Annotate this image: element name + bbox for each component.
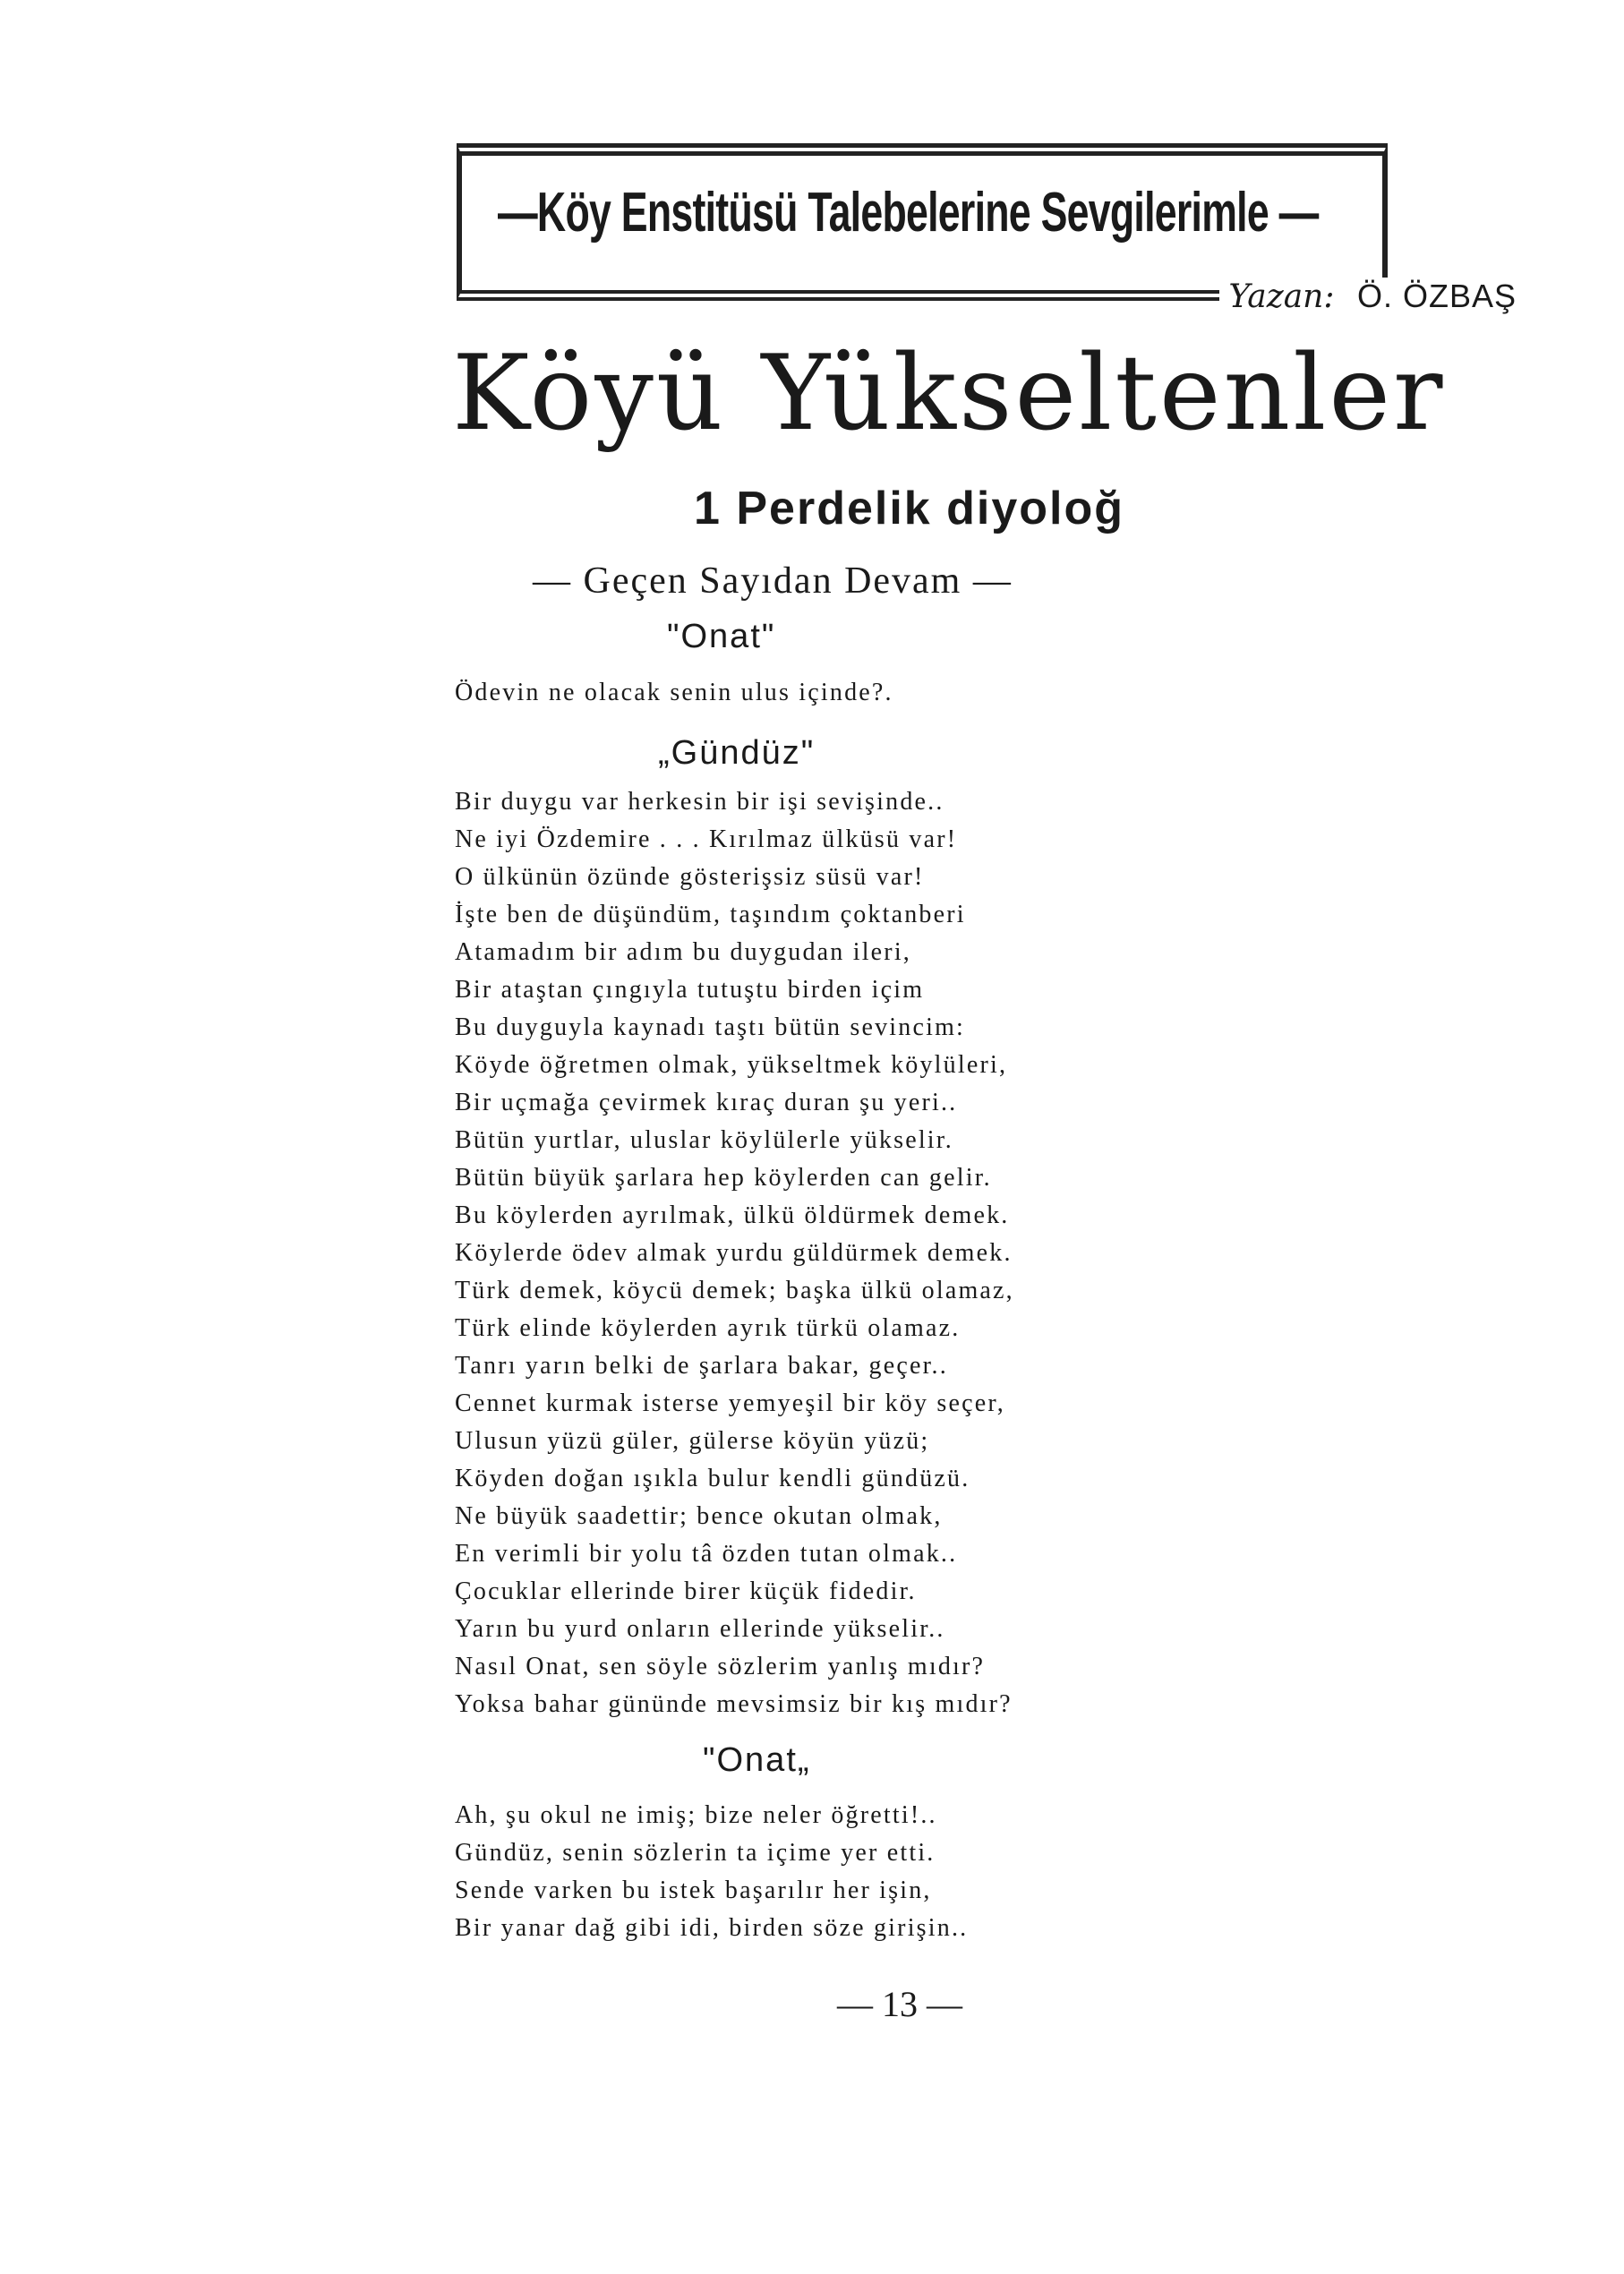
verse-line: Ulusun yüzü güler, gülerse köyün yüzü; [455,1427,930,1455]
continued-note: — Geçen Sayıdan Devam — [533,560,1013,602]
verse-line: Bu duyguyla kaynadı taştı bütün sevincim: [455,1013,966,1041]
verse-line: Bütün yurtlar, uluslar köylülerle yükselir. [455,1126,953,1154]
verse-line: Köylerde ödev almak yurdu güldürmek demek. [455,1239,1013,1267]
verse-line: Bu köylerden ayrılmak, ülkü öldürmek demek. [455,1201,1010,1229]
verse-line: Ah, şu okul ne imiş; bize neler öğretti!.. [455,1801,937,1829]
verse-line: Çocuklar ellerinde birer küçük fidedir. [455,1577,917,1605]
verse-line: Bütün büyük şarlara hep köylerden can gelir. [455,1164,992,1192]
verse-line: En verimli bir yolu tâ özden tutan olmak.. [455,1540,958,1568]
verse-line: Köyde öğretmen olmak, yükseltmek köylüleri, [455,1051,1008,1079]
verse-line: Yarın bu yurd onların ellerinde yükselir.. [455,1615,945,1643]
dedication-text: —Köy Enstitüsü Talebelerine Sevgilerimle — [498,182,1319,244]
verse-line: Cennet kurmak isterse yemyeşil bir köy seçer, [455,1389,1005,1417]
verse-line: Nasıl Onat, sen söyle sözlerim yanlış mıdır? [455,1653,986,1680]
verse-line: Bir yanar dağ gibi idi, birden söze girişin.. [455,1914,969,1942]
article-title: Köyü Yükseltenler [452,333,1446,454]
author-line [1219,278,1526,315]
verse-line: Bir uçmağa çevirmek kıraç duran şu yeri.. [455,1089,958,1116]
speaker-onat-1: "Onat" [667,618,776,655]
verse-line: Bir ataştan çıngıyla tutuştu birden içim [455,976,925,1004]
verse-line: Sende varken bu istek başarılır her işin, [455,1876,932,1904]
verse-line: Ne büyük saadettir; bence okutan olmak, [455,1502,943,1530]
verse-line: Gündüz, senin sözlerin ta içime yer etti. [455,1839,936,1867]
verse-line: Bir duygu var herkesin bir işi sevişinde.. [455,788,944,816]
author-label: Yazan: [1228,278,1335,315]
verse-line: İşte ben de düşündüm, taşındım çoktanberi [455,901,966,928]
onat-line-1: Ödevin ne olacak senin ulus içinde?. [455,679,893,706]
verse-line: Atamadım bir adım bu duygudan ileri, [455,938,912,966]
verse-line: Köyden doğan ışıkla bulur kendli gündüzü. [455,1465,970,1492]
verse-line: Yoksa bahar gününde mevsimsiz bir kış mıdır? [455,1690,1013,1718]
verse-line: Türk demek, köycü demek; başka ülkü olamaz, [455,1277,1014,1304]
speaker-gunduz: „Gündüz" [658,734,816,772]
verse-line: Tanrı yarın belki de şarlara bakar, geçer.. [455,1352,948,1380]
verse-line: Ne iyi Özdemire . . . Kırılmaz ülküsü var! [455,825,958,853]
page-number: — 13 — [837,1984,962,2024]
verse-line: Türk elinde köylerden ayrık türkü olamaz. [455,1314,961,1342]
verse-line: O ülkünün özünde gösterişsiz süsü var! [455,863,925,891]
author-name: Ö. ÖZBAŞ [1356,278,1517,314]
speaker-onat-2: "Onat„ [703,1741,811,1779]
article-subtitle: 1 Perdelik diyoloğ [694,483,1125,534]
